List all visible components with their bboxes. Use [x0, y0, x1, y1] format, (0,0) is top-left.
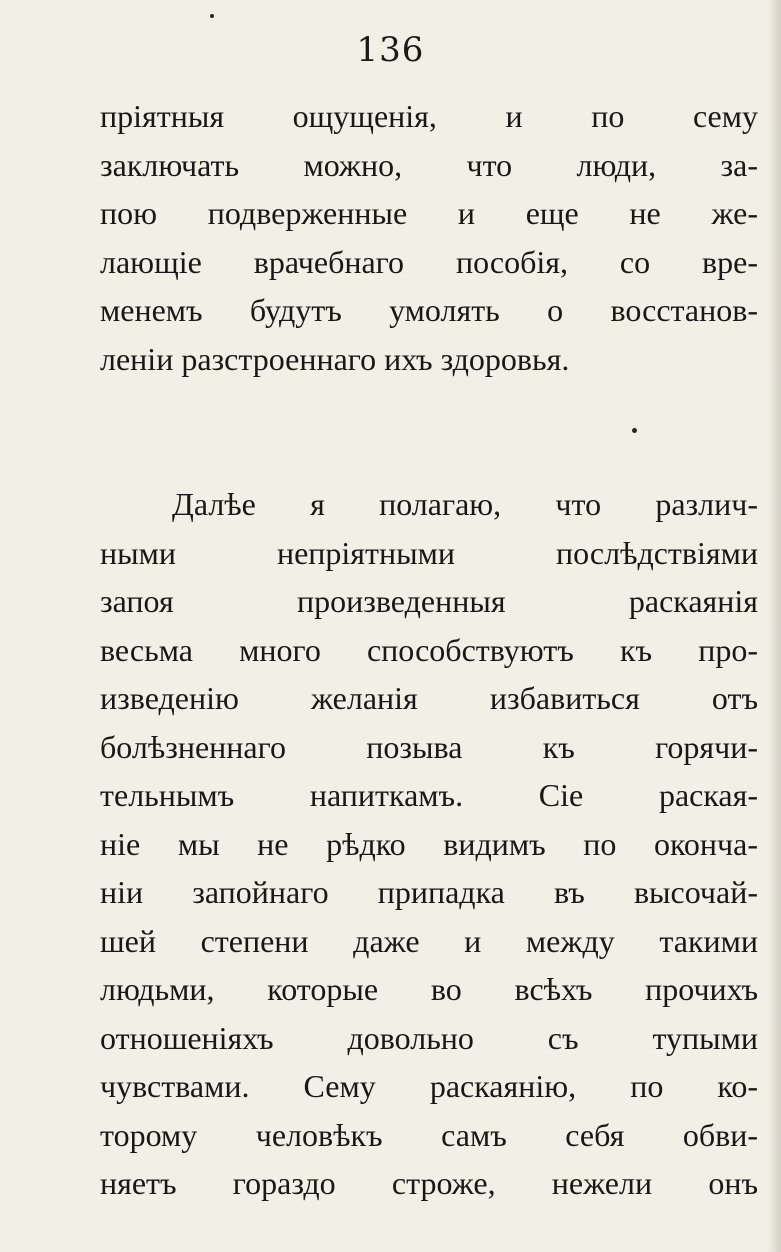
- paragraph-gap: [100, 383, 758, 480]
- text-line: заключать можно, что люди, за-: [100, 146, 758, 183]
- text-line: запоя произведенныя раскаянія: [100, 583, 758, 619]
- paragraph-1: [100, 92, 758, 383]
- text-line: отношеніяхъ довольно съ тупыми: [100, 1019, 758, 1056]
- text-line: тельнымъ напиткамъ. Сіе раская-: [100, 777, 758, 813]
- text-line: людьми, которые во всѣхъ прочихъ: [100, 971, 758, 1007]
- text-line: лающіе врачебнаго пособія, со вре-: [100, 243, 758, 280]
- body-text: [100, 92, 758, 1208]
- text-line: весьма много способствуютъ къ про-: [100, 631, 758, 668]
- text-line: няетъ гораздо строже, нежели онъ: [100, 1165, 758, 1201]
- paragraph-2: [100, 480, 758, 1208]
- text-line: пріятныя ощущенія, и по сему: [100, 98, 758, 134]
- text-line: ными непріятными послѣдствіями: [100, 534, 758, 571]
- text-line: Далѣе я полагаю, что различ-: [172, 486, 758, 522]
- page-edge-shadow: [767, 0, 781, 1252]
- text-line: леніи разстроеннаго ихъ здоровья.: [100, 340, 570, 377]
- text-line: ніи запойнаго припадка въ высочай-: [100, 874, 758, 910]
- text-line: болѣзненнаго позыва къ горячи-: [100, 728, 758, 765]
- text-line: ніе мы не рѣдко видимъ по оконча-: [100, 825, 758, 862]
- ink-speck: [210, 14, 214, 18]
- page-number: 136: [356, 30, 425, 70]
- text-line: шей степени даже и между такими: [100, 922, 758, 959]
- text-line: чувствами. Сему раскаянію, по ко-: [100, 1068, 758, 1104]
- text-line: торому человѣкъ самъ себя обви-: [100, 1116, 758, 1153]
- text-line: изведенію желанія избавиться отъ: [100, 680, 758, 716]
- text-line: менемъ будутъ умолять о восстанов-: [100, 292, 758, 328]
- text-line: пою подверженные и еще не же-: [100, 195, 758, 231]
